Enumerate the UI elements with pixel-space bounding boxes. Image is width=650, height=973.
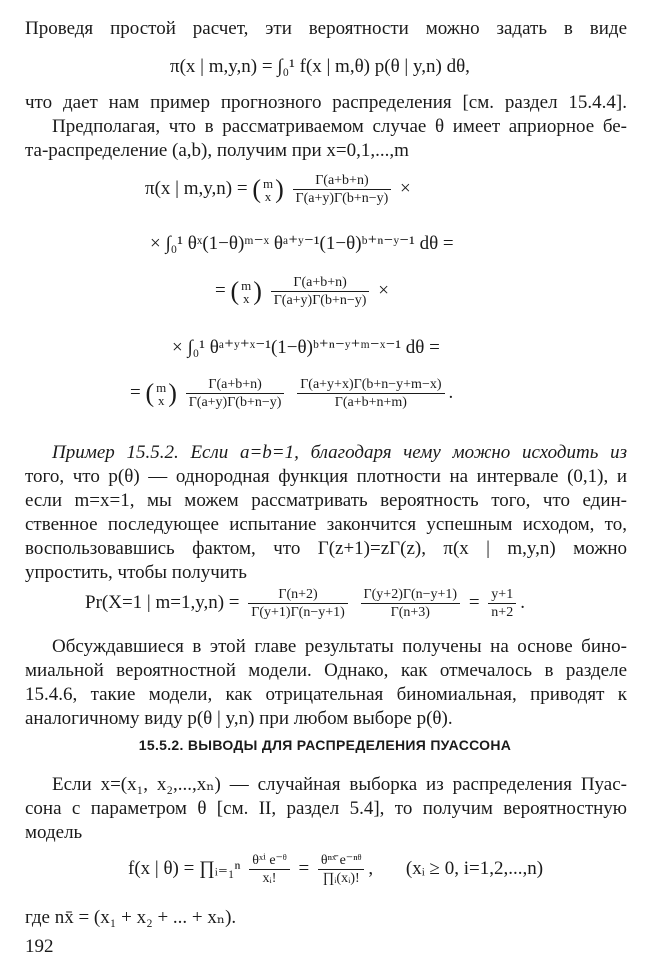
paragraph-line: где nx̄ = (x₁ + x₂ + ... + xₙ). bbox=[25, 907, 237, 928]
fraction: $\frac{y+1}{n+2}$ bbox=[488, 586, 516, 621]
paragraph-line: 15.4.6, такие модели, как отрицательная биномиальная, приводят к bbox=[25, 684, 627, 705]
section-heading: 15.5.2. ВЫВОДЫ ДЛЯ РАСПРЕДЕЛЕНИЯ ПУАССОНА bbox=[138, 737, 512, 753]
condition: (xᵢ ≥ 0, i=1,2,...,n) bbox=[405, 857, 544, 879]
fraction: $\frac{\Gamma(a+b+n)}{\Gamma(a+y)\Gamma(b+n-y)}$ bbox=[293, 172, 392, 207]
equation-poisson: f(x | θ) = ∏ᵢ₌₁ⁿ $\frac{\text{θˣⁱ e⁻ᶿ}}{\text{xᵢ!}}$ = $\frac{\text{θⁿˣ̄ e⁻ⁿᶿ}}{\text{∏ᵢ(xᵢ)!}}$ , (xᵢ ≥ 0, i=1,2,...,n) bbox=[128, 853, 544, 886]
fraction: $\frac{\Gamma(y+2)\Gamma(n-y+1)}{\Gamma(n+3)}$ bbox=[361, 586, 461, 621]
fraction: $\frac{\text{θˣⁱ e⁻ᶿ}}{\text{xᵢ!}}$ bbox=[249, 852, 289, 887]
equation-pr: Pr(X=1 | m=1,y,n) = $\frac{\Gamma(n+2)}{\Gamma(y+1)\Gamma(n-y+1)}$ $\frac{\Gamma(y+2)\Gamma(n-y+1)}{\Gamma(n+3)}$ = $\frac{y+1}{n+2}$ . bbox=[85, 587, 525, 620]
paragraph-line: миальной вероятностной модели. Однако, как отмечалось в разделе bbox=[25, 660, 627, 681]
binomial: m x bbox=[241, 277, 252, 306]
binomial: m x bbox=[262, 175, 274, 204]
equation-line-4: × ∫₀¹ θᵃ⁺ʸ⁺ˣ⁻¹(1−θ)ᵇ⁺ⁿ⁻ʸ⁺ᵐ⁻ˣ⁻¹ dθ = bbox=[172, 337, 440, 358]
equation-line-5: = ( m x ) $\frac{\Gamma(a+b+n)}{\Gamma(a+y)\Gamma(b+n-y)}$ $\frac{\Gamma(a+y+x)\Gamma(b+n-y+m-x)}{\Gamma(a+b+n+m)}$ . bbox=[130, 377, 454, 410]
binomial: m x bbox=[156, 379, 167, 408]
example-line: упростить, чтобы получить bbox=[25, 562, 247, 583]
example-line: ственное последующее испытание закончится успешным исходом, то, bbox=[25, 514, 627, 535]
page-number: 192 bbox=[25, 936, 54, 957]
paragraph-line: сона с параметром θ [см. II, раздел 5.4], то получим вероятностную bbox=[25, 798, 627, 819]
paragraph-line: та-распределение (a,b), получим при x=0,1,...,m bbox=[25, 140, 409, 161]
paragraph-line: Если x=(x₁, x₂,...,xₙ) — случайная выборка из распределения Пуас- bbox=[52, 774, 627, 795]
paragraph-line: Обсуждавшиеся в этой главе результаты получены на основе бино- bbox=[52, 636, 627, 657]
example-line: Пример 15.5.2. Если a=b=1, благодаря чему можно исходить из bbox=[52, 442, 627, 463]
eq-lhs: π(x | m,y,n) = bbox=[145, 177, 248, 199]
paragraph-line: аналогичному виду p(θ | y,n) при любом выборе p(θ). bbox=[25, 708, 453, 729]
example-line: если m=x=1, мы можем рассматривать вероятность того, что един- bbox=[25, 490, 627, 511]
fraction: $\frac{\Gamma(a+y+x)\Gamma(b+n-y+m-x)}{\Gamma(a+b+n+m)}$ bbox=[297, 376, 444, 411]
example-line: того, что p(θ) — однородная функция плотности на интервале (0,1), и bbox=[25, 466, 627, 487]
equation-line-1: π(x | m,y,n) = ( m x ) $\frac{\Gamma(a+b+n)}{\Gamma(a+y)\Gamma(b+n-y)}$ × bbox=[145, 173, 411, 206]
paragraph-line: Предполагая, что в рассматриваемом случае θ имеет априорное бе- bbox=[52, 116, 627, 137]
equation-line-2: × ∫₀¹ θˣ(1−θ)ᵐ⁻ˣ θᵃ⁺ʸ⁻¹(1−θ)ᵇ⁺ⁿ⁻ʸ⁻¹ dθ = bbox=[150, 233, 454, 254]
paragraph-line: модель bbox=[25, 822, 83, 843]
equation-predictive: π(x | m,y,n) = ∫₀¹ f(x | m,θ) p(θ | y,n) dθ, bbox=[170, 56, 470, 77]
equation-line-3: = ( m x ) $\frac{\Gamma(a+b+n)}{\Gamma(a+y)\Gamma(b+n-y)}$ × bbox=[215, 275, 389, 308]
example-line: воспользовавшись фактом, что Γ(z+1)=zΓ(z), π(x | m,y,n) можно bbox=[25, 538, 627, 559]
fraction: $\frac{\Gamma(a+b+n)}{\Gamma(a+y)\Gamma(b+n-y)}$ bbox=[271, 274, 370, 309]
paragraph-line: Проведя простой расчет, эти вероятности можно задать в виде bbox=[25, 18, 627, 39]
fraction: $\frac{\text{θⁿˣ̄ e⁻ⁿᶿ}}{\text{∏ᵢ(xᵢ)!}}$ bbox=[318, 852, 364, 887]
paragraph-line: что дает нам пример прогнозного распределения [см. раздел 15.4.4]. bbox=[25, 92, 627, 113]
fraction: $\frac{\Gamma(n+2)}{\Gamma(y+1)\Gamma(n-y+1)}$ bbox=[248, 586, 348, 621]
fraction: $\frac{\Gamma(a+b+n)}{\Gamma(a+y)\Gamma(b+n-y)}$ bbox=[186, 376, 285, 411]
